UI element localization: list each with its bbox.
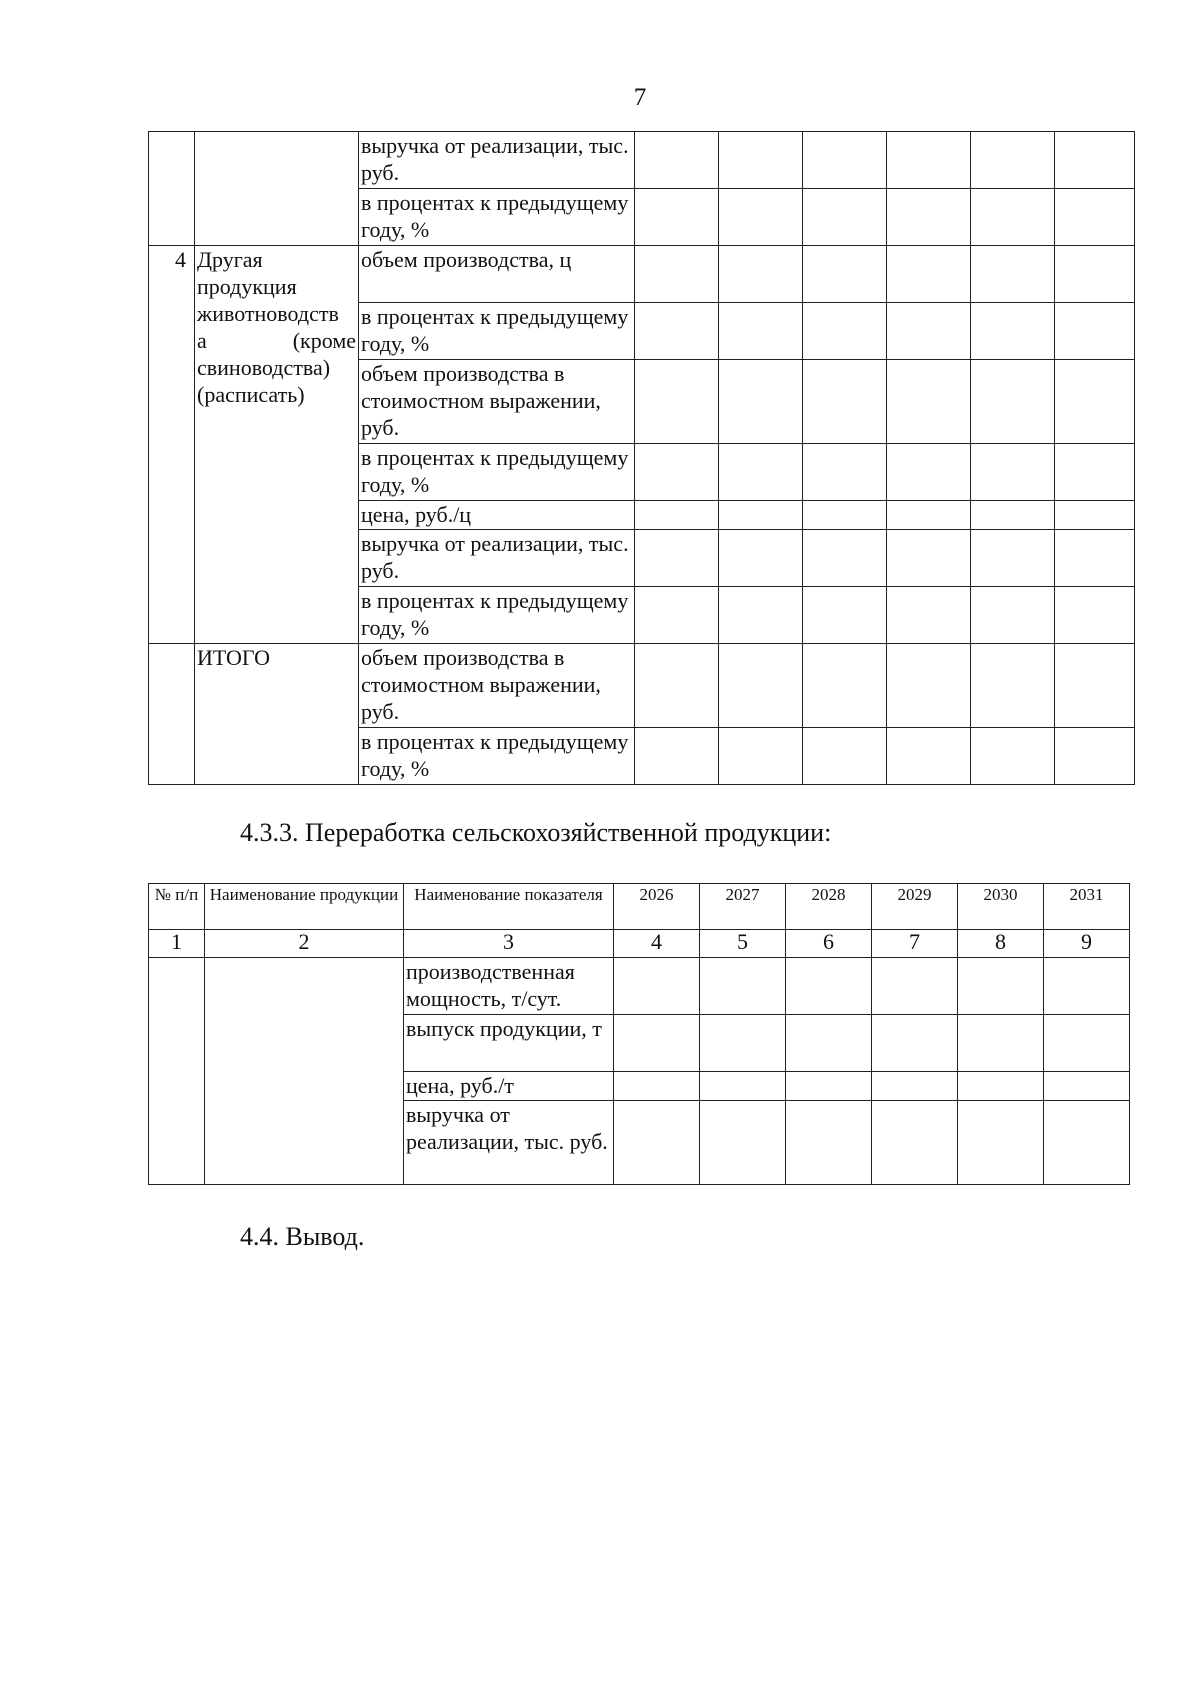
value-cell[interactable] [1055, 728, 1135, 785]
row-number-cell [149, 132, 195, 246]
value-cell[interactable] [635, 444, 719, 501]
value-cell[interactable] [719, 360, 803, 444]
index-row [149, 930, 1130, 958]
value-cell[interactable] [971, 360, 1055, 444]
value-cell[interactable] [887, 444, 971, 501]
indicator-cell: выручка от реализации, тыс. руб. [359, 132, 635, 189]
header-cell-year: 2029 [872, 884, 958, 930]
index-cell: 6 [786, 930, 872, 958]
value-cell[interactable] [803, 644, 887, 728]
value-cell[interactable] [971, 501, 1055, 530]
value-cell[interactable] [803, 444, 887, 501]
indicator-cell: объем производства, ц [359, 246, 635, 303]
value-cell[interactable] [719, 444, 803, 501]
product-line: продукция [197, 274, 297, 299]
value-cell[interactable] [971, 728, 1055, 785]
value-cell[interactable] [719, 501, 803, 530]
value-cell[interactable] [635, 303, 719, 360]
value-cell[interactable] [1055, 132, 1135, 189]
value-cell[interactable] [971, 132, 1055, 189]
value-cell[interactable] [1044, 1072, 1130, 1101]
value-cell[interactable] [803, 132, 887, 189]
value-cell[interactable] [1055, 303, 1135, 360]
indicator-cell: в процентах к предыдущему году, % [359, 303, 635, 360]
value-cell[interactable] [786, 1072, 872, 1101]
value-cell[interactable] [786, 1015, 872, 1072]
processing-table [148, 883, 1130, 1185]
value-cell[interactable] [719, 587, 803, 644]
value-cell[interactable] [958, 1015, 1044, 1072]
indicator-cell: производственная мощность, т/сут. [404, 958, 614, 1015]
value-cell[interactable] [971, 246, 1055, 303]
indicator-cell: объем производства в стоимостном выражении, руб. [359, 360, 635, 444]
indicator-cell: выручка от реализации, тыс. руб. [404, 1101, 614, 1185]
product-line: а (кроме [197, 328, 356, 353]
value-cell[interactable] [700, 1015, 786, 1072]
value-cell[interactable] [887, 728, 971, 785]
value-cell[interactable] [803, 189, 887, 246]
value-cell[interactable] [1044, 1015, 1130, 1072]
value-cell[interactable] [803, 587, 887, 644]
value-cell[interactable] [958, 958, 1044, 1015]
value-cell[interactable] [719, 728, 803, 785]
value-cell[interactable] [971, 303, 1055, 360]
value-cell[interactable] [1044, 1101, 1130, 1185]
indicator-cell: выпуск продукции, т [404, 1015, 614, 1072]
indicator-cell: в процентах к предыдущему году, % [359, 728, 635, 785]
product-cell [195, 132, 359, 246]
value-cell[interactable] [1055, 501, 1135, 530]
value-cell[interactable] [887, 303, 971, 360]
indicator-cell: в процентах к предыдущему году, % [359, 587, 635, 644]
index-cell: 3 [404, 930, 614, 958]
value-cell[interactable] [971, 644, 1055, 728]
value-cell[interactable] [887, 132, 971, 189]
value-cell[interactable] [803, 360, 887, 444]
value-cell[interactable] [719, 132, 803, 189]
value-cell[interactable] [719, 189, 803, 246]
table-row [149, 958, 1130, 1015]
value-cell[interactable] [635, 728, 719, 785]
value-cell[interactable] [614, 1072, 700, 1101]
table-row [149, 132, 1135, 189]
value-cell[interactable] [786, 1101, 872, 1185]
product-line: Другая [197, 247, 263, 272]
value-cell[interactable] [887, 246, 971, 303]
value-cell[interactable] [803, 246, 887, 303]
value-cell[interactable] [1055, 587, 1135, 644]
index-cell: 2 [205, 930, 404, 958]
value-cell[interactable] [971, 587, 1055, 644]
value-cell[interactable] [803, 501, 887, 530]
value-cell[interactable] [719, 644, 803, 728]
index-cell: 4 [614, 930, 700, 958]
header-cell-number: № п/п [149, 884, 205, 930]
value-cell[interactable] [1055, 189, 1135, 246]
value-cell[interactable] [887, 189, 971, 246]
product-cell: ИТОГО [195, 644, 359, 785]
value-cell[interactable] [700, 1072, 786, 1101]
value-cell[interactable] [872, 1072, 958, 1101]
row-number-cell [149, 644, 195, 785]
value-cell[interactable] [1055, 444, 1135, 501]
value-cell[interactable] [719, 303, 803, 360]
value-cell[interactable] [887, 360, 971, 444]
indicator-cell: в процентах к предыдущему году, % [359, 189, 635, 246]
header-cell-year: 2030 [958, 884, 1044, 930]
table-row [149, 644, 1135, 728]
value-cell[interactable] [872, 958, 958, 1015]
header-row [149, 884, 1130, 930]
value-cell[interactable] [971, 530, 1055, 587]
index-cell: 8 [958, 930, 1044, 958]
section-heading-conclusion: 4.4. Вывод. [240, 1222, 365, 1251]
indicator-cell: выручка от реализации, тыс. руб. [359, 530, 635, 587]
row-number-cell [149, 958, 205, 1185]
value-cell[interactable] [635, 360, 719, 444]
header-cell-indicator: Наименование показателя [404, 884, 614, 930]
product-cell [195, 246, 359, 644]
value-cell[interactable] [786, 958, 872, 1015]
header-cell-year: 2027 [700, 884, 786, 930]
value-cell[interactable] [887, 530, 971, 587]
indicator-cell: цена, руб./ц [359, 501, 635, 530]
value-cell[interactable] [614, 1015, 700, 1072]
product-line: животноводств [197, 301, 339, 326]
value-cell[interactable] [614, 958, 700, 1015]
row-number-cell: 4 [149, 246, 195, 644]
header-cell-year: 2031 [1044, 884, 1130, 930]
value-cell[interactable] [635, 587, 719, 644]
page-number: 7 [633, 84, 647, 111]
value-cell[interactable] [872, 1015, 958, 1072]
index-cell: 7 [872, 930, 958, 958]
indicator-cell: в процентах к предыдущему году, % [359, 444, 635, 501]
value-cell[interactable] [803, 530, 887, 587]
value-cell[interactable] [635, 132, 719, 189]
indicator-cell: объем производства в стоимостном выражении, руб. [359, 644, 635, 728]
value-cell[interactable] [1055, 530, 1135, 587]
value-cell[interactable] [719, 246, 803, 303]
value-cell[interactable] [719, 530, 803, 587]
value-cell[interactable] [971, 189, 1055, 246]
value-cell[interactable] [887, 644, 971, 728]
value-cell[interactable] [635, 189, 719, 246]
table-row [149, 246, 1135, 303]
header-cell-product: Наименование продукции [205, 884, 404, 930]
product-line: свиноводства) [197, 355, 331, 380]
value-cell[interactable] [803, 728, 887, 785]
index-cell: 9 [1044, 930, 1130, 958]
value-cell[interactable] [700, 958, 786, 1015]
index-cell: 5 [700, 930, 786, 958]
value-cell[interactable] [614, 1101, 700, 1185]
index-cell: 1 [149, 930, 205, 958]
value-cell[interactable] [635, 501, 719, 530]
livestock-table-continued [148, 131, 1135, 785]
header-cell-year: 2028 [786, 884, 872, 930]
header-cell-year: 2026 [614, 884, 700, 930]
value-cell[interactable] [635, 644, 719, 728]
value-cell[interactable] [1055, 246, 1135, 303]
value-cell[interactable] [700, 1101, 786, 1185]
section-heading-processing: 4.3.3. Переработка сельскохозяйственной продукции: [240, 818, 832, 847]
value-cell[interactable] [635, 530, 719, 587]
value-cell[interactable] [872, 1101, 958, 1185]
product-cell [205, 958, 404, 1185]
value-cell[interactable] [1044, 958, 1130, 1015]
value-cell[interactable] [635, 246, 719, 303]
value-cell[interactable] [958, 1072, 1044, 1101]
product-line: (расписать) [197, 382, 305, 407]
value-cell[interactable] [887, 587, 971, 644]
value-cell[interactable] [1055, 360, 1135, 444]
value-cell[interactable] [1055, 644, 1135, 728]
value-cell[interactable] [803, 303, 887, 360]
value-cell[interactable] [887, 501, 971, 530]
value-cell[interactable] [958, 1101, 1044, 1185]
indicator-cell: цена, руб./т [404, 1072, 614, 1101]
value-cell[interactable] [971, 444, 1055, 501]
